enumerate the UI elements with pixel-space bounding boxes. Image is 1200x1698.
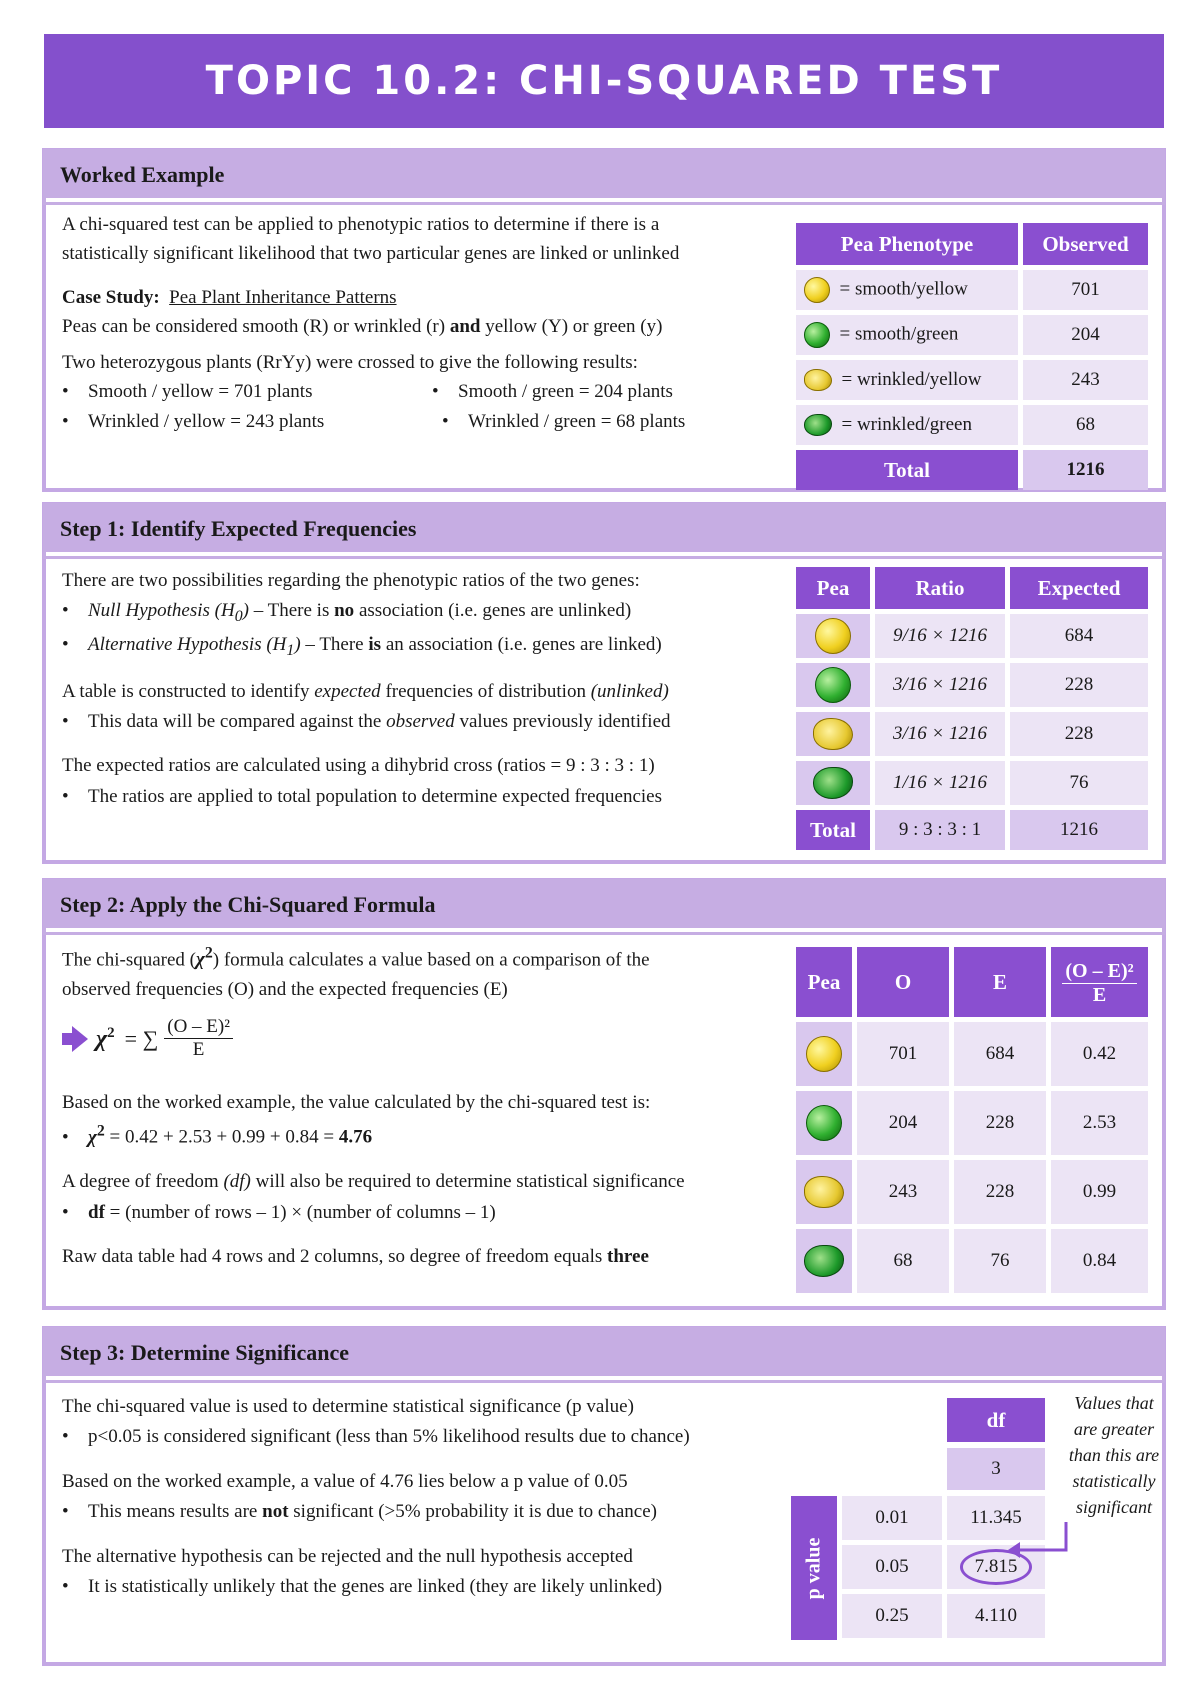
null-hypothesis bbox=[62, 596, 671, 629]
text-span: Peas can be considered smooth (R) or wrinkled (r) bbox=[62, 316, 450, 338]
text-italic: Null Hypothesis (H bbox=[88, 600, 235, 622]
text-line bbox=[62, 1167, 685, 1197]
wrinkled-green-pea-icon bbox=[804, 1245, 844, 1277]
chi-symbol: χ bbox=[88, 1126, 97, 1148]
pea-cell bbox=[796, 663, 870, 707]
value-cell: 0.99 bbox=[1051, 1160, 1148, 1224]
text-line: There are two possibilities regarding the phenotypic ratios of the two genes: bbox=[62, 570, 640, 591]
pea-cell bbox=[796, 614, 870, 658]
step2-section bbox=[42, 878, 1166, 1310]
text-span: Raw data table had 4 rows and 2 columns, so degree of freedom equals bbox=[62, 1245, 608, 1267]
text-italic: Alternative Hypothesis (H bbox=[88, 633, 287, 655]
column-header: O bbox=[857, 947, 949, 1017]
column-header: E bbox=[954, 947, 1046, 1017]
crit-cell: 4.110 bbox=[947, 1594, 1045, 1638]
fraction-denominator: E bbox=[192, 1039, 205, 1060]
e-cell: 228 bbox=[954, 1091, 1046, 1155]
text-span: A table is constructed to identify bbox=[62, 680, 315, 702]
case-study-title: Pea Plant Inheritance Patterns bbox=[169, 286, 397, 308]
value-cell: 2.53 bbox=[1051, 1091, 1148, 1155]
p-value-text: p value bbox=[802, 1537, 825, 1599]
expected-table bbox=[791, 562, 1153, 855]
ratio-cell: 9/16 × 1216 bbox=[875, 614, 1005, 658]
worked-text bbox=[62, 210, 685, 436]
chi-formula bbox=[62, 1016, 233, 1061]
text-line: statistically significant likelihood that two particular genes are linked or unlinked bbox=[62, 243, 680, 265]
observed-cell: 701 bbox=[1023, 270, 1148, 310]
o-cell: 701 bbox=[857, 1022, 949, 1086]
text-line bbox=[62, 1198, 685, 1228]
formula-fraction bbox=[164, 1016, 233, 1061]
table-row bbox=[796, 1229, 1148, 1293]
step1-section bbox=[42, 502, 1166, 864]
note-line: Values that bbox=[1074, 1393, 1154, 1413]
text-line: Based on the worked example, the value calculated by the chi-squared test is: bbox=[62, 1092, 651, 1113]
text-span: values previously identified bbox=[454, 711, 671, 732]
text-sub: 0 bbox=[234, 608, 243, 626]
smooth-yellow-pea-icon bbox=[815, 618, 851, 654]
phenotype-cell bbox=[796, 315, 1018, 355]
phenotype-label: = wrinkled/green bbox=[841, 413, 972, 435]
pea-cell bbox=[796, 761, 870, 805]
phenotype-label: = smooth/yellow bbox=[839, 278, 968, 300]
step1-text bbox=[62, 566, 671, 812]
text-span: – There bbox=[300, 633, 369, 655]
ratio-cell: 1/16 × 1216 bbox=[875, 761, 1005, 805]
text-line bbox=[62, 1572, 690, 1602]
page-title: TOPIC 10.2: CHI-SQUARED TEST bbox=[44, 34, 1164, 128]
text-line: The chi-squared value is used to determine statistical significance (p value) bbox=[62, 1396, 634, 1417]
superscript: 2 bbox=[96, 1122, 105, 1140]
text-span: It is statistically unlikely that the genes are linked (they are likely unlinked) bbox=[88, 1575, 663, 1597]
column-header: Pea Phenotype bbox=[796, 223, 1018, 265]
column-header: Pea bbox=[796, 567, 870, 609]
text-span: will also be required to determine statistical significance bbox=[250, 1171, 685, 1193]
bullet-item: • Smooth / green = 204 plants bbox=[432, 377, 673, 406]
arrow-right-icon bbox=[62, 1033, 72, 1045]
worked-example-section bbox=[42, 148, 1166, 492]
table-row bbox=[796, 1091, 1148, 1155]
phenotype-label: = wrinkled/yellow bbox=[841, 368, 982, 390]
total-label: Total bbox=[796, 450, 1018, 490]
text-line bbox=[62, 707, 671, 737]
step2-text-bottom bbox=[62, 1088, 685, 1272]
bullet-item: • Wrinkled / green = 68 plants bbox=[442, 407, 685, 436]
fraction-numerator: (O – E)² bbox=[1062, 960, 1136, 984]
chi-symbol: χ bbox=[196, 949, 205, 971]
wrinkled-yellow-pea-icon bbox=[804, 369, 832, 391]
table-row bbox=[796, 405, 1148, 445]
observed-table bbox=[791, 218, 1153, 495]
wrinkled-yellow-pea-icon bbox=[804, 1176, 844, 1208]
pea-cell bbox=[796, 1160, 852, 1224]
table-row bbox=[796, 270, 1148, 310]
chi-result: 4.76 bbox=[338, 1126, 373, 1148]
wrinkled-green-pea-icon bbox=[813, 767, 853, 799]
total-ratio: 9 : 3 : 3 : 1 bbox=[875, 810, 1005, 850]
text-line: A chi-squared test can be applied to phenotypic ratios to determine if there is a bbox=[62, 214, 660, 235]
text-line bbox=[62, 1422, 690, 1452]
total-value: 1216 bbox=[1023, 450, 1148, 490]
text-span: = 0.42 + 2.53 + 0.99 + 0.84 = bbox=[104, 1126, 339, 1148]
e-cell: 684 bbox=[954, 1022, 1046, 1086]
text-span: A degree of freedom bbox=[62, 1171, 224, 1193]
phenotype-label: = smooth/green bbox=[839, 323, 959, 345]
p-cell: 0.01 bbox=[842, 1496, 942, 1540]
text-span: This data will be compared against the bbox=[88, 711, 387, 732]
expected-cell: 684 bbox=[1010, 614, 1148, 658]
text-line: The expected ratios are calculated using a dihybrid cross (ratios = 9 : 3 : 3 : 1) bbox=[62, 755, 655, 777]
circled-value: 7.815 bbox=[960, 1549, 1033, 1585]
text-italic: ) bbox=[294, 633, 301, 655]
note-line: are greater bbox=[1073, 1419, 1155, 1440]
smooth-green-pea-icon bbox=[804, 322, 830, 348]
text-bold: df bbox=[88, 1201, 105, 1223]
section-heading: Worked Example bbox=[46, 152, 1162, 202]
total-row bbox=[796, 450, 1148, 490]
column-header bbox=[1051, 947, 1148, 1017]
case-study-label: Case Study: bbox=[62, 286, 160, 308]
header-fraction bbox=[1062, 960, 1136, 1007]
total-value: 1216 bbox=[1010, 810, 1148, 850]
observed-cell: 204 bbox=[1023, 315, 1148, 355]
text-span: This means results are bbox=[88, 1501, 263, 1523]
text-span: The chi-squared ( bbox=[62, 949, 196, 971]
column-header: Pea bbox=[796, 947, 852, 1017]
section-heading: Step 2: Apply the Chi-Squared Formula bbox=[46, 882, 1162, 932]
e-cell: 228 bbox=[954, 1160, 1046, 1224]
text-italic: ) bbox=[242, 600, 249, 622]
text-italic: (df) bbox=[223, 1171, 251, 1193]
table-row bbox=[796, 360, 1148, 400]
pea-cell bbox=[796, 1229, 852, 1293]
text-bold: three bbox=[607, 1245, 649, 1267]
total-row bbox=[796, 810, 1148, 850]
note-line: significant bbox=[1076, 1497, 1152, 1518]
text-span: = (number of rows – 1) × (number of columns – 1) bbox=[104, 1201, 496, 1223]
text-sub: 1 bbox=[286, 641, 295, 659]
wrinkled-green-pea-icon bbox=[804, 414, 832, 436]
text-span: yellow (Y) or green (y) bbox=[480, 316, 663, 338]
table-row bbox=[796, 1022, 1148, 1086]
text-line: The alternative hypothesis can be rejected and the null hypothesis accepted bbox=[62, 1545, 633, 1567]
smooth-green-pea-icon bbox=[806, 1105, 842, 1141]
text-span: association (i.e. genes are unlinked) bbox=[354, 600, 632, 622]
pea-cell bbox=[796, 1091, 852, 1155]
text-italic: observed bbox=[386, 711, 455, 732]
text-line bbox=[62, 1118, 685, 1153]
superscript: 2 bbox=[204, 945, 213, 962]
wrinkled-yellow-pea-icon bbox=[813, 718, 853, 750]
fraction-denominator: E bbox=[1092, 983, 1107, 1006]
total-label: Total bbox=[796, 810, 870, 850]
text-italic: (unlinked) bbox=[590, 680, 669, 702]
phenotype-cell bbox=[796, 270, 1018, 310]
case-study-line bbox=[62, 283, 685, 312]
observed-cell: 68 bbox=[1023, 405, 1148, 445]
df-value: 3 bbox=[947, 1448, 1045, 1490]
crit-cell: 11.345 bbox=[947, 1496, 1045, 1540]
expected-cell: 228 bbox=[1010, 712, 1148, 756]
chi-symbol: χ bbox=[96, 1025, 108, 1052]
text-bold: and bbox=[449, 316, 481, 338]
arrow-left-icon bbox=[1004, 1520, 1074, 1570]
p-cell: 0.25 bbox=[842, 1594, 942, 1638]
bullet-row bbox=[62, 407, 685, 436]
note-line: than this are bbox=[1068, 1445, 1160, 1466]
p-cell: 0.05 bbox=[842, 1545, 942, 1589]
text-line bbox=[62, 312, 685, 341]
text-span: frequencies of distribution bbox=[380, 680, 591, 702]
table-row bbox=[796, 761, 1148, 805]
formula-sum: = ∑ bbox=[124, 1025, 159, 1051]
table-row bbox=[796, 1160, 1148, 1224]
section-heading: Step 1: Identify Expected Frequencies bbox=[46, 506, 1162, 556]
step3-text bbox=[62, 1392, 690, 1602]
p-value-label bbox=[791, 1496, 837, 1640]
text-span: – There is bbox=[248, 600, 335, 622]
ratio-cell: 3/16 × 1216 bbox=[875, 663, 1005, 707]
alt-hypothesis bbox=[62, 630, 671, 663]
ratio-cell: 3/16 × 1216 bbox=[875, 712, 1005, 756]
chi-table bbox=[791, 942, 1153, 1298]
text-line: Based on the worked example, a value of 4.76 lies below a p value of 0.05 bbox=[62, 1470, 628, 1492]
df-header: df bbox=[947, 1398, 1045, 1442]
smooth-green-pea-icon bbox=[815, 667, 851, 703]
text-line bbox=[62, 1242, 685, 1272]
text-line bbox=[62, 677, 671, 707]
expected-cell: 76 bbox=[1010, 761, 1148, 805]
value-cell: 0.42 bbox=[1051, 1022, 1148, 1086]
table-row bbox=[796, 663, 1148, 707]
column-header: Ratio bbox=[875, 567, 1005, 609]
text-bold: no bbox=[334, 600, 355, 622]
text-span: ) formula calculates a value based on a comparison of the bbox=[212, 949, 650, 971]
step2-text-top bbox=[62, 942, 650, 1004]
e-cell: 76 bbox=[954, 1229, 1046, 1293]
pea-cell bbox=[796, 712, 870, 756]
value-cell: 0.84 bbox=[1051, 1229, 1148, 1293]
table-row bbox=[796, 614, 1148, 658]
bullet-item: • Wrinkled / yellow = 243 plants bbox=[62, 407, 442, 436]
text-line: Two heterozygous plants (RrYy) were crossed to give the following results: bbox=[62, 351, 638, 373]
expected-cell: 228 bbox=[1010, 663, 1148, 707]
table-row bbox=[796, 712, 1148, 756]
phenotype-cell bbox=[796, 405, 1018, 445]
text-bold: not bbox=[262, 1501, 289, 1523]
text-span: The ratios are applied to total population to determine expected frequencies bbox=[88, 785, 662, 807]
smooth-yellow-pea-icon bbox=[804, 277, 830, 303]
column-header: Observed bbox=[1023, 223, 1148, 265]
text-span: p<0.05 is considered significant (less than 5% likelihood results due to chance) bbox=[88, 1426, 690, 1448]
o-cell: 68 bbox=[857, 1229, 949, 1293]
fraction-numerator: (O – E)² bbox=[164, 1016, 233, 1039]
step3-section bbox=[42, 1326, 1166, 1666]
section-heading: Step 3: Determine Significance bbox=[46, 1330, 1162, 1380]
text-span: significant (>5% probability it is due to chance) bbox=[288, 1501, 657, 1523]
phenotype-cell bbox=[796, 360, 1018, 400]
o-cell: 243 bbox=[857, 1160, 949, 1224]
text-span: an association (i.e. genes are linked) bbox=[381, 633, 662, 655]
bullet-row bbox=[62, 377, 685, 406]
significance-note bbox=[1064, 1390, 1164, 1520]
table-row bbox=[796, 315, 1148, 355]
text-line bbox=[62, 942, 650, 975]
pea-cell bbox=[796, 1022, 852, 1086]
smooth-yellow-pea-icon bbox=[806, 1036, 842, 1072]
text-line bbox=[62, 782, 671, 812]
text-line bbox=[62, 1497, 690, 1527]
text-italic: expected bbox=[314, 680, 381, 702]
bullet-item: • Smooth / yellow = 701 plants bbox=[62, 377, 432, 406]
superscript: 2 bbox=[107, 1024, 115, 1041]
o-cell: 204 bbox=[857, 1091, 949, 1155]
text-line: observed frequencies (O) and the expected frequencies (E) bbox=[62, 978, 508, 1000]
note-line: statistically bbox=[1072, 1471, 1156, 1492]
column-header: Expected bbox=[1010, 567, 1148, 609]
text-bold: is bbox=[368, 633, 382, 655]
observed-cell: 243 bbox=[1023, 360, 1148, 400]
